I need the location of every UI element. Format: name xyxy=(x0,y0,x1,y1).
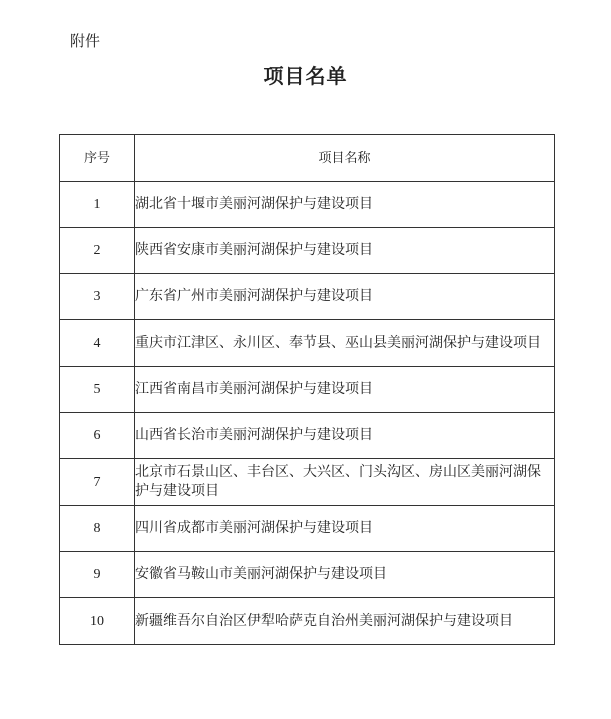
table-row xyxy=(60,367,555,413)
row-number: 10 xyxy=(60,598,135,645)
table-row xyxy=(60,506,555,552)
project-name: 湖北省十堰市美丽河湖保护与建设项目 xyxy=(135,182,555,228)
project-name: 北京市石景山区、丰台区、大兴区、门头沟区、房山区美丽河湖保护与建设项目 xyxy=(135,459,555,506)
project-name: 新疆维吾尔自治区伊犁哈萨克自治州美丽河湖保护与建设项目 xyxy=(135,598,555,645)
project-name: 山西省长治市美丽河湖保护与建设项目 xyxy=(135,413,555,459)
project-table xyxy=(59,134,555,645)
column-header-number: 序号 xyxy=(60,135,135,182)
column-header-name: 项目名称 xyxy=(135,135,555,182)
row-number: 9 xyxy=(60,552,135,598)
project-name: 四川省成都市美丽河湖保护与建设项目 xyxy=(135,506,555,552)
page-title: 项目名单 xyxy=(263,64,348,88)
table-row xyxy=(60,552,555,598)
row-number: 7 xyxy=(60,459,135,506)
table-row xyxy=(60,413,555,459)
project-name: 重庆市江津区、永川区、奉节县、巫山县美丽河湖保护与建设项目 xyxy=(135,320,555,367)
table-row xyxy=(60,274,555,320)
attachment-label: 附件 xyxy=(70,32,101,50)
table-row xyxy=(60,320,555,367)
project-name: 安徽省马鞍山市美丽河湖保护与建设项目 xyxy=(135,552,555,598)
table-header-row xyxy=(60,135,555,182)
row-number: 3 xyxy=(60,274,135,320)
row-number: 5 xyxy=(60,367,135,413)
table-row xyxy=(60,182,555,228)
table-row xyxy=(60,459,555,506)
row-number: 6 xyxy=(60,413,135,459)
row-number: 2 xyxy=(60,228,135,274)
table-row xyxy=(60,228,555,274)
row-number: 4 xyxy=(60,320,135,367)
project-name: 陕西省安康市美丽河湖保护与建设项目 xyxy=(135,228,555,274)
table-row xyxy=(60,598,555,645)
row-number: 1 xyxy=(60,182,135,228)
project-name: 广东省广州市美丽河湖保护与建设项目 xyxy=(135,274,555,320)
row-number: 8 xyxy=(60,506,135,552)
project-name: 江西省南昌市美丽河湖保护与建设项目 xyxy=(135,367,555,413)
